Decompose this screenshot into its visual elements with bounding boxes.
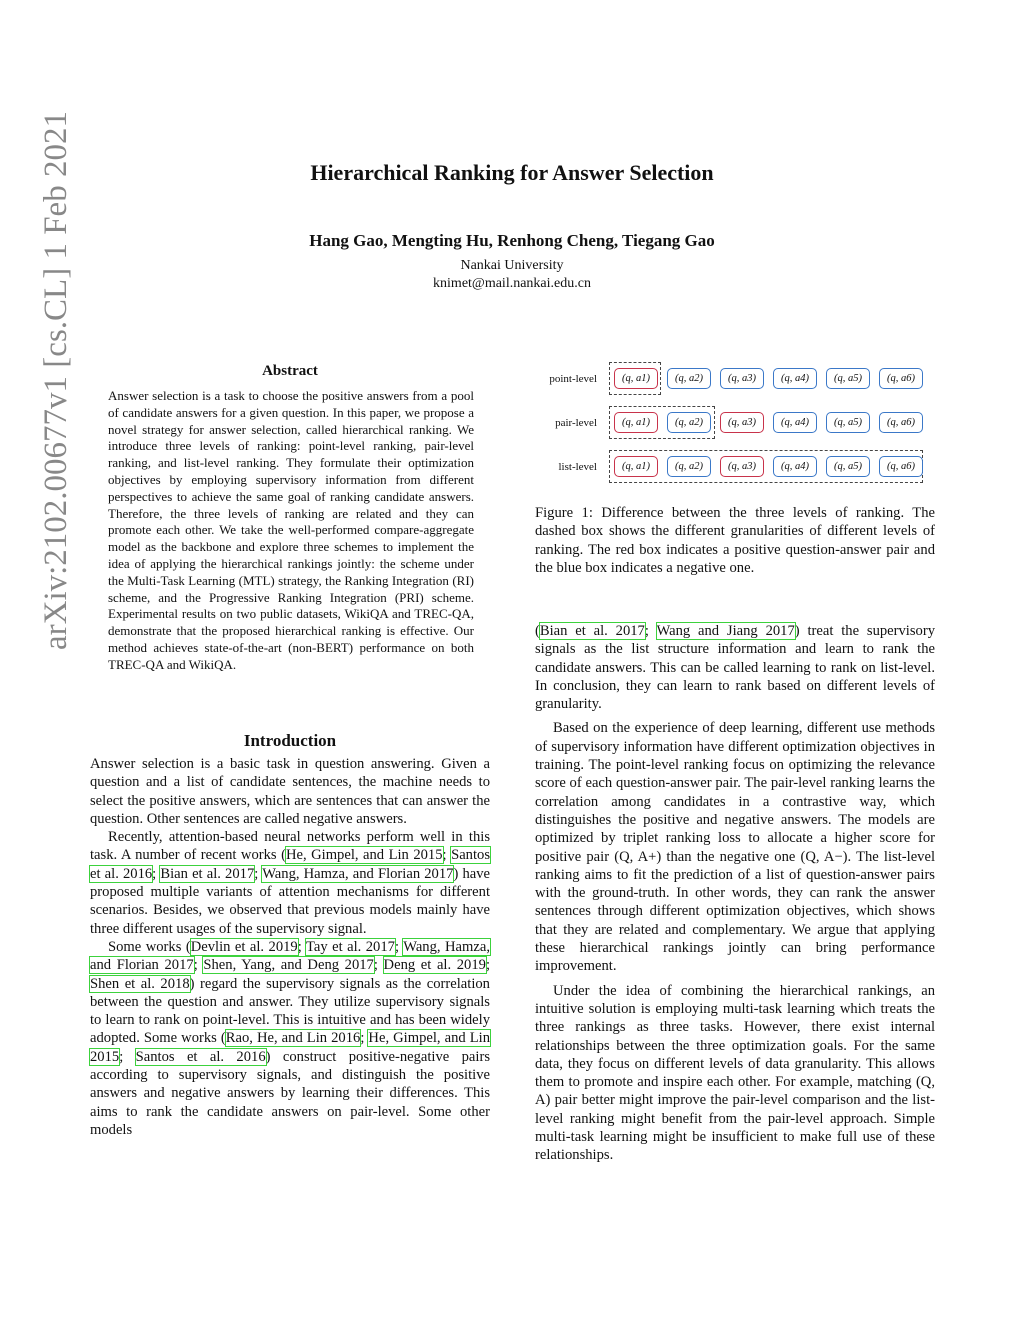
citation-link[interactable]: Shen, Yang, and Deng 2017 xyxy=(203,957,374,974)
qa-pair-box: (q, a6) xyxy=(879,412,923,433)
qa-pair-box: (q, a3) xyxy=(720,456,764,477)
citation-link[interactable]: Santos et al. 2016 xyxy=(90,847,490,882)
affiliation-block xyxy=(0,257,1024,293)
text-run: Some works ( xyxy=(108,938,191,955)
qa-pair-box: (q, a1) xyxy=(614,368,658,389)
figure-caption: Figure 1: Difference between the three levels of ranking. The dashed box shows the different granularities of different levels of ranking. The red box indicates a positive question-answer pair and the blue box indicates a negative one. xyxy=(535,505,935,576)
citation-link[interactable]: Devlin et al. 2019 xyxy=(190,938,298,955)
qa-pair-box: (q, a4) xyxy=(773,412,817,433)
figure-row-point-level xyxy=(535,362,935,398)
citation-link[interactable]: Shen et al. 2018 xyxy=(90,975,190,992)
left-column xyxy=(90,755,490,1139)
qa-pair-box: (q, a2) xyxy=(667,412,711,433)
section-heading-introduction: Introduction xyxy=(243,731,337,750)
text-run: ; xyxy=(360,1030,369,1047)
figure-row-list-level xyxy=(535,450,935,486)
citation-link[interactable]: He, Gimpel, and Lin 2015 xyxy=(285,847,443,864)
qa-pair-box: (q, a6) xyxy=(879,456,923,477)
citation-link[interactable]: Wang, Hamza, and Florian 2017 xyxy=(90,938,490,974)
citation-link[interactable]: Wang, Hamza, and Florian 2017 xyxy=(262,865,454,882)
text-run: ; xyxy=(373,957,384,974)
right-paragraph-2: Based on the experience of deep learning, different use methods of supervisory information have different optimization objectives in training. The point-level ranking focus on optimizing the relevance score of each question-answer pair. The pair-level ranking learns the correlation among candidates in a contrastive way, which distinguishes the positive and negative answers. The models are optimized by triplet ranking loss to allocate a higher score for positive pair (Q, A+) than the negative one (Q, A−). The list-level ranking aims to fit the prediction of a list of question-answer pairs with the ground-truth. In other words, they can rank the answer sentences through different optimization objectives, which shows that they are related and complementary. We argue that applying these hierarchical rankings jointly can bring performance improvement. xyxy=(535,720,935,975)
figure-row-pair-level xyxy=(535,406,935,442)
text-run: ; xyxy=(644,623,657,639)
row-label: list-level xyxy=(558,461,597,473)
text-run: ; xyxy=(152,865,161,882)
qa-pair-box: (q, a2) xyxy=(667,368,711,389)
qa-pair-box: (q, a1) xyxy=(614,456,658,477)
row-label: pair-level xyxy=(555,417,597,429)
right-column xyxy=(535,622,935,1165)
qa-pair-box: (q, a3) xyxy=(720,412,764,433)
text-run: ) construct positive-negative pairs according to supervisory signals, and distinguish the positive answers and negative answers by learning their differences. This aims to rank the candidate answers on pair-level. Some other models xyxy=(90,1048,491,1138)
qa-pair-box: (q, a5) xyxy=(826,456,870,477)
qa-pair-box: (q, a4) xyxy=(773,368,817,389)
text-run: ; xyxy=(394,938,404,955)
text-run: ; xyxy=(193,957,204,974)
citation-link[interactable]: Santos et al. 2016 xyxy=(135,1048,266,1065)
text-run: ) have proposed multiple variants of attention mechanisms for different scenarios. Besides, we observed that previous models mainly have three different usages of the supervisory signal. xyxy=(90,865,490,937)
abstract-text: Answer selection is a task to choose the positive answers from a pool of candidate answers for a given question. In this paper, we propose a novel strategy for answer selection, called hierarchical ranking. We introduce three levels of ranking: point-level ranking, pair-level ranking, and list-level ranking. They formulate their optimization objectives by employing supervisory information from different perspectives to achieve the same goal of ranking candidate answers. Therefore, the three levels of ranking are related and they can promote each other. We take the well-performed compare-aggregate model as the backbone and explore three schemes to implement the idea of applying the hierarchical rankings jointly: the scheme under the Multi-Task Learning (MTL) strategy, the Ranking Integration (RI) scheme, and the Progressive Ranking Integration (PRI) scheme. Experimental results on two public datasets, WikiQA and TREC-QA, demonstrate that the proposed hierarchical ranking is effective. Our method achieves state-of-the-art (non-BERT) performance on both TREC-QA and WikiQA. xyxy=(108,388,474,672)
qa-pair-box: (q, a5) xyxy=(826,368,870,389)
qa-pair-box: (q, a4) xyxy=(773,456,817,477)
qa-pair-box: (q, a3) xyxy=(720,368,764,389)
arxiv-identifier: arXiv:2102.00677v1 [cs.CL] 1 Feb 2021 xyxy=(38,111,74,650)
citation-link[interactable]: Tay et al. 2017 xyxy=(305,938,395,955)
email[interactable]: knimet@mail.nankai.edu.cn xyxy=(433,276,591,291)
qa-pair-box: (q, a2) xyxy=(667,456,711,477)
row-label: point-level xyxy=(549,373,597,385)
author-list: Hang Gao, Mengting Hu, Renhong Cheng, Tiegang Gao xyxy=(309,231,715,250)
text-run: ; xyxy=(254,865,263,882)
text-run: ; xyxy=(119,1048,136,1065)
intro-paragraph-2 xyxy=(90,828,490,938)
paper-title: Hierarchical Ranking for Answer Selection xyxy=(310,160,714,185)
text-run: ) regard the supervisory signals as the correlation between the question and answer. They utilize supervisory signals to learn to rank on point-level. This is intuitive and has been widely adopted. Some works ( xyxy=(90,975,490,1047)
citation-link[interactable]: Bian et al. 2017 xyxy=(160,865,255,882)
affiliation: Nankai University xyxy=(460,258,564,273)
intro-paragraph-1: Answer selection is a basic task in question answering. Given a question and a list of candidate sentences, the machine needs to select the positive answers, which are sentences that can answer the question. Other sentences are called negative answers. xyxy=(90,756,490,827)
qa-pair-box: (q, a1) xyxy=(614,412,658,433)
abstract-heading: Abstract xyxy=(262,363,318,379)
citation-link[interactable]: Rao, He, and Lin 2016 xyxy=(225,1030,361,1047)
text-run: ; xyxy=(297,938,306,955)
citation-link[interactable]: He, Gimpel, and Lin 2015 xyxy=(90,1030,490,1065)
citation-link[interactable]: Bian et al. 2017 xyxy=(539,623,645,639)
citation-link[interactable]: Wang and Jiang 2017 xyxy=(656,623,795,639)
text-run: ; xyxy=(485,957,491,974)
figure-1 xyxy=(535,360,935,490)
text-run: Recently, attention-based neural networks perform well in this task. A number of recent works ( xyxy=(90,829,490,864)
qa-pair-box: (q, a5) xyxy=(826,412,870,433)
qa-pair-box: (q, a6) xyxy=(879,368,923,389)
right-paragraph-1: (Bian et al. 2017; Wang and Jiang 2017) treat the supervisory signals as the list structure information and learn to rank the candidate answers. This can be called learning to rank on list-level. In conclusion, they can learn to rank based on different levels of granularity. xyxy=(535,623,935,713)
right-paragraph-3: Under the idea of combining the hierarchical rankings, an intuitive solution is employing multi-task learning which treats the three rankings as three tasks. However, there exist internal relationships between the three optimization goals. For the same data, they focus on different levels of data granularity. This allows them to promote and inspire each other. For example, matching (Q, A) pair better might improve the pair-level comparison and the list-level ranking might benefit from the pair-level approach. Simple multi-task learning might be insufficient to make full use of these relationships. xyxy=(535,982,935,1164)
text-run: ; xyxy=(442,847,452,864)
intro-paragraph-3 xyxy=(90,938,490,1139)
citation-link[interactable]: Deng et al. 2019 xyxy=(383,957,486,974)
text-run: ) treat the supervisory signals as the list structure information and learn to rank the candidate answers. This can be called learning to rank on list-level. In conclusion, they can learn to rank based on different levels of granularity. xyxy=(535,623,935,713)
